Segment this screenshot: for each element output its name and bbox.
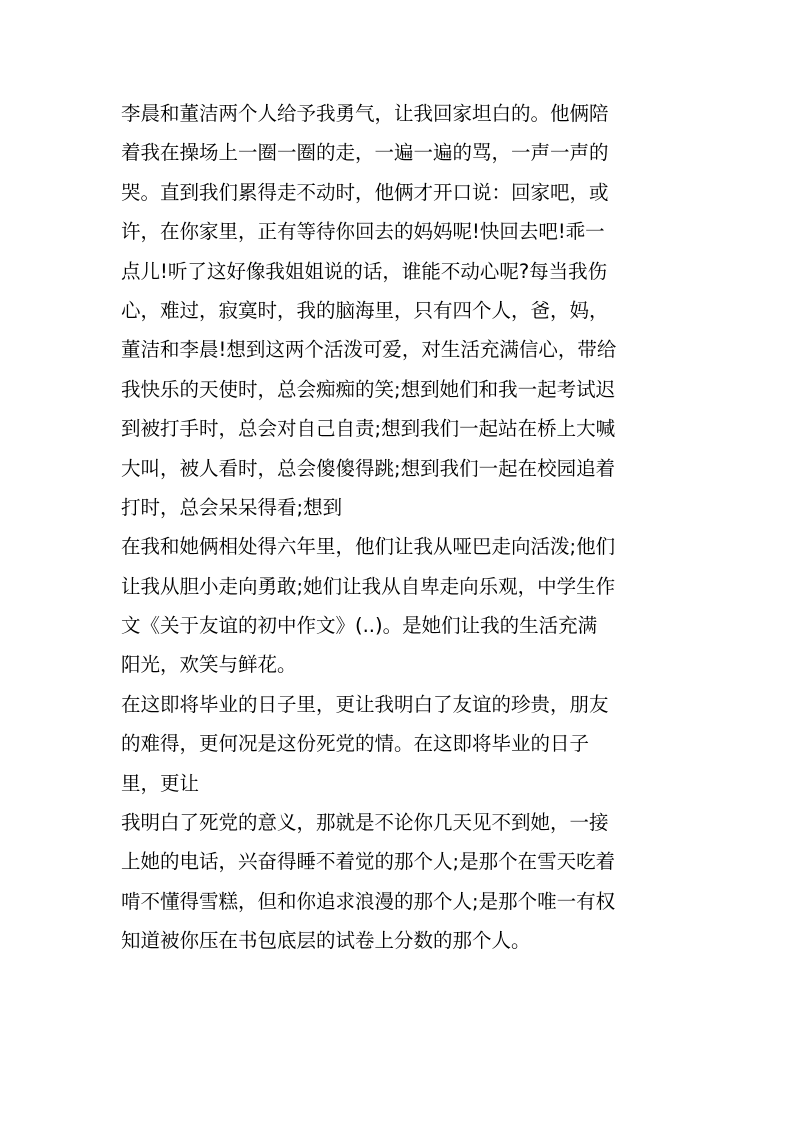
text-line: 哭。直到我们累得走不动时，他俩才开口说：回家吧，或 — [121, 180, 609, 204]
text-line: 大叫，被人看时，总会傻傻得跳;想到我们一起在校园追着 — [121, 456, 616, 480]
text-line: 心，难过，寂寞时，我的脑海里，只有四个人，爸，妈， — [121, 298, 609, 322]
text-line: 到被打手时，总会对自己自责;想到我们一起站在桥上大喊 — [121, 417, 616, 441]
text-line: 阳光，欢笑与鲜花。 — [121, 653, 297, 677]
text-line: 让我从胆小走向勇敢;她们让我从自卑走向乐观，中学生作 — [121, 574, 616, 598]
text-line: 李晨和董洁两个人给予我勇气，让我回家坦白的。他俩陪 — [121, 102, 609, 125]
text-line: 打时，总会呆呆得看;想到 — [121, 495, 343, 519]
text-line: 知道被你压在书包底层的试卷上分数的那个人。 — [121, 929, 531, 953]
body-text — [121, 94, 681, 961]
text-line: 文《关于友谊的初中作文》(..)。是她们让我的生活充满 — [121, 614, 598, 638]
text-line: 许，在你家里，正有等待你回去的妈妈呢!快回去吧!乖一 — [121, 220, 605, 244]
text-line: 我快乐的天使时，总会痴痴的笑;想到她们和我一起考试迟 — [121, 377, 616, 401]
text-line: 着我在操场上一圈一圈的走，一遍一遍的骂，一声一声的 — [121, 141, 609, 165]
text-line: 董洁和李晨!想到这两个活泼可爱，对生活充满信心，带给 — [121, 338, 617, 362]
text-line: 点儿!听了这好像我姐姐说的话，谁能不动心呢?每当我伤 — [121, 259, 608, 283]
text-line: 的难得，更何况是这份死党的情。在这即将毕业的日子 — [121, 732, 590, 756]
text-line: 在我和她俩相处得六年里，他们让我从哑巴走向活泼;他们 — [121, 535, 616, 559]
text-line: 上她的电话，兴奋得睡不着觉的那个人;是那个在雪天吃着 — [121, 850, 616, 874]
text-line: 啃不懂得雪糕，但和你追求浪漫的那个人;是那个唯一有权 — [121, 889, 616, 913]
text-line: 里，更让 — [121, 771, 200, 795]
text-line: 在这即将毕业的日子里，更让我明白了友谊的珍贵，朋友 — [121, 692, 609, 716]
text-line: 我明白了死党的意义，那就是不论你几天见不到她，一接 — [121, 811, 609, 835]
